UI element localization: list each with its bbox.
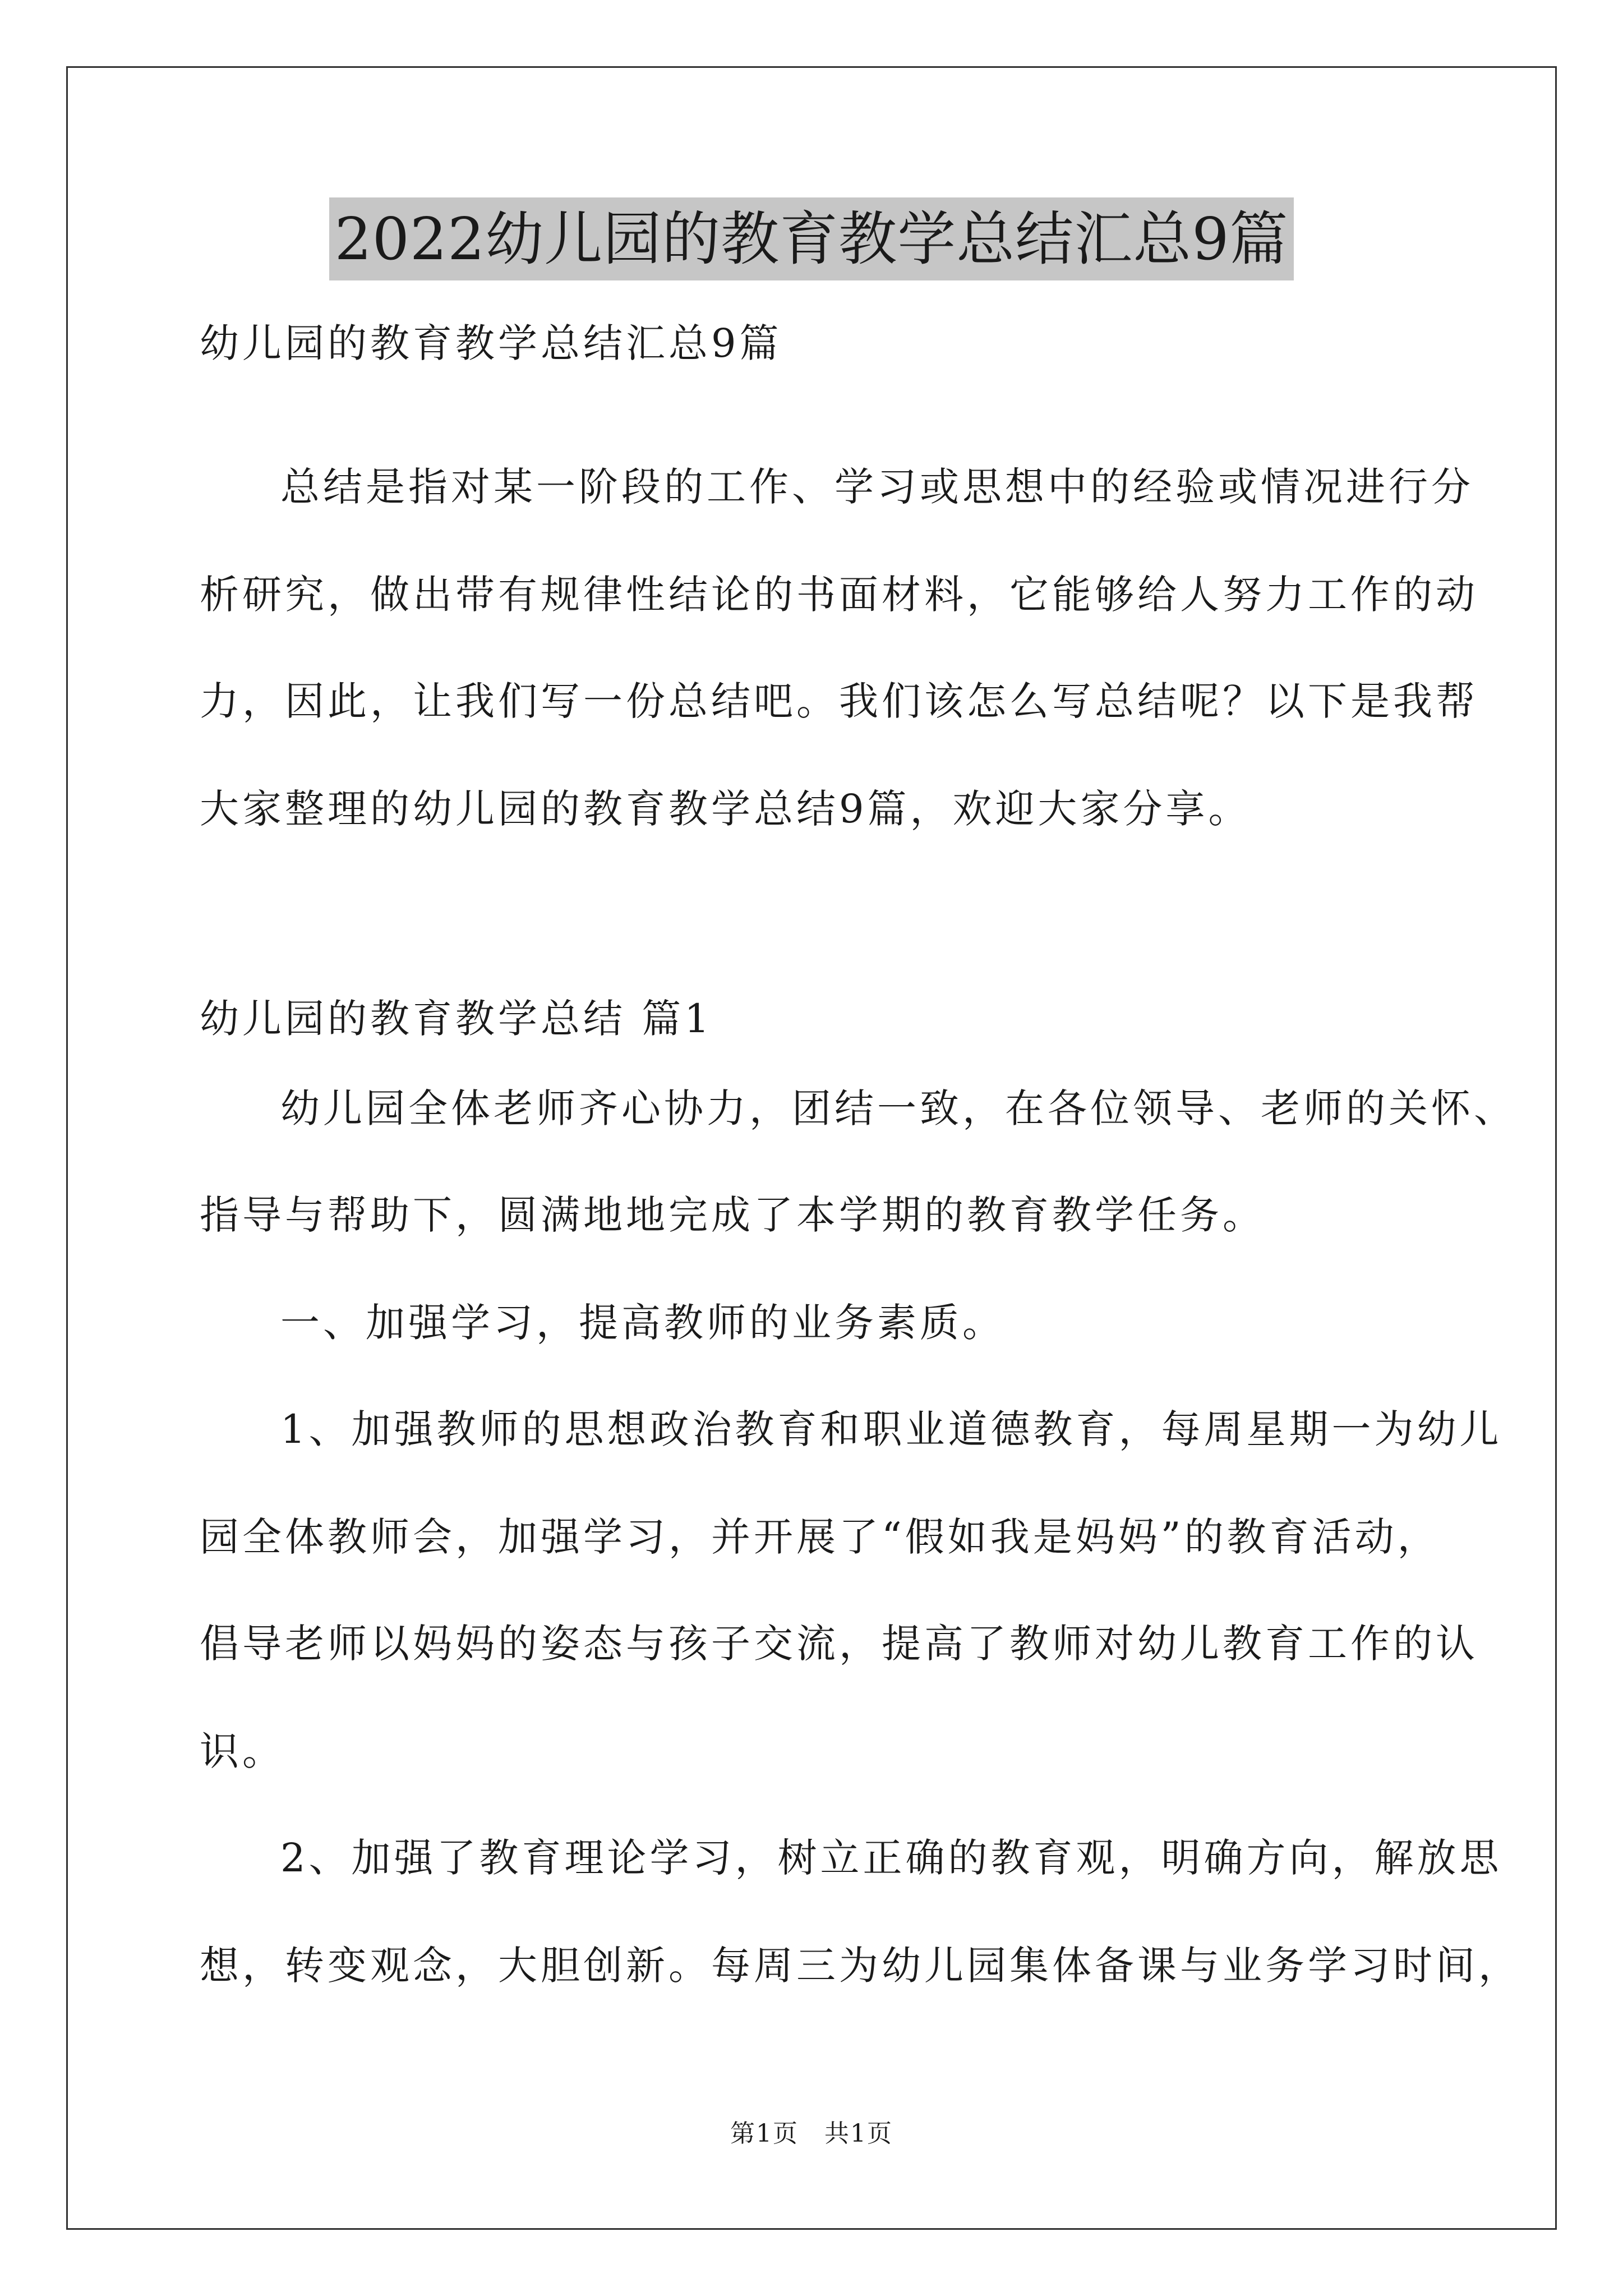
paragraph-line: 识。 — [200, 1728, 285, 1774]
paragraph-line: 想，转变观念，大胆创新。每周三为幼儿园集体备课与业务学习时间， — [200, 1943, 1521, 1989]
page-border — [66, 66, 1557, 2230]
paragraph-line: 指导与帮助下，圆满地地完成了本学期的教育教学任务。 — [200, 1192, 1265, 1238]
paragraph-line: 析研究，做出带有规律性结论的书面材料，它能够给人努力工作的动 — [200, 572, 1478, 618]
paragraph-line: 2、加强了教育理论学习，树立正确的教育观，明确方向，解放思 — [280, 1835, 1502, 1881]
paragraph-line: 总结是指对某一阶段的工作、学习或思想中的经验或情况进行分 — [280, 464, 1474, 510]
paragraph-line: 倡导老师以妈妈的姿态与孩子交流，提高了教师对幼儿教育工作的认 — [200, 1621, 1478, 1667]
paragraph-line: 园全体教师会，加强学习，并开展了“假如我是妈妈”的教育活动， — [200, 1514, 1440, 1560]
paragraph-line: 幼儿园全体老师齐心协力，团结一致，在各位领导、老师的关怀、 — [280, 1085, 1516, 1131]
document-title: 2022幼儿园的教育教学总结汇总9篇 — [329, 197, 1294, 280]
title-container — [0, 197, 1623, 280]
paragraph-line: 力，因此，让我们写一份总结吧。我们该怎么写总结呢？以下是我帮 — [200, 678, 1478, 724]
paragraph-line: 大家整理的幼儿园的教育教学总结9篇，欢迎大家分享。 — [200, 786, 1251, 832]
subtitle-line: 幼儿园的教育教学总结汇总9篇 — [200, 320, 782, 366]
paragraph-line: 1、加强教师的思想政治教育和职业道德教育，每周星期一为幼儿 — [280, 1406, 1502, 1452]
page-footer: 第1页 共1页 — [730, 2119, 893, 2148]
section-heading: 幼儿园的教育教学总结 篇1 — [200, 996, 713, 1042]
paragraph-line: 一、加强学习，提高教师的业务素质。 — [280, 1300, 1005, 1346]
